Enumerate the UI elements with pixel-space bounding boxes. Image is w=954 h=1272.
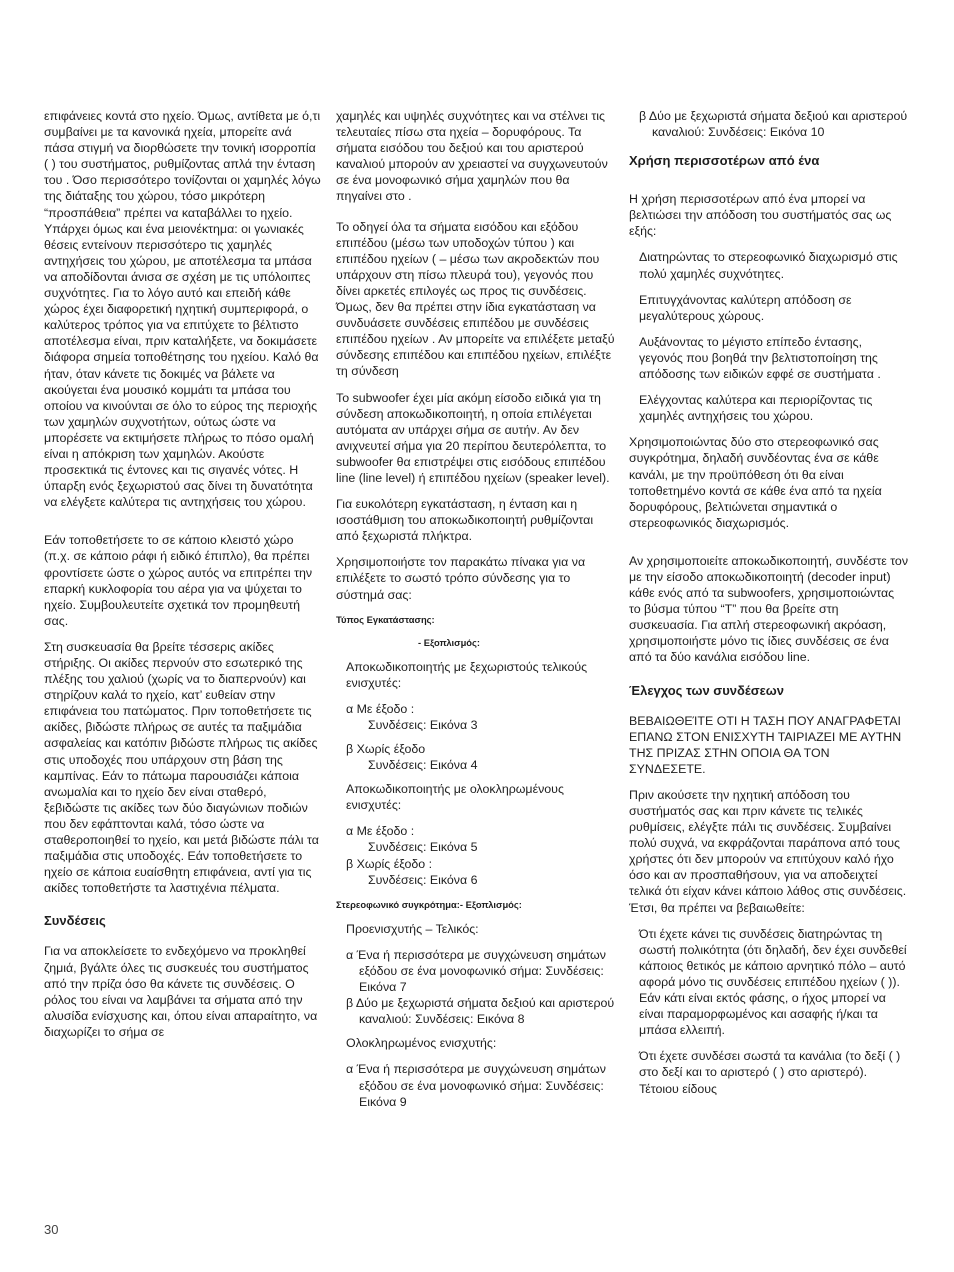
option-line: α Με έξοδο : xyxy=(346,701,415,716)
option-line: β Χωρίς έξοδο xyxy=(346,742,426,756)
option-line: β Χωρίς έξοδο : xyxy=(346,856,433,871)
paragraph: Το οδηγεί όλα τα σήματα εισόδου και εξόδου επιπέδου (μέσω των υποδοχών τύπου ) και επιπέδου ηχείων ( – μέσω των ακροδεκτών που υπάρχουν στη πίσω πλευρά του), γεγονός που δίνει αρκετές επιλογές ως προς τις συνδέσεις. Όμως, δεν θα πρέπει στην ίδια εγκατάσταση να συνδυάσετε συνδέσεις επιπέδου με συνδέσεις επιπέδου ηχείων . Αν μπορείτε να επιλέξετε μεταξύ σύνδεσης επιπέδου και επιπέδου ηχείων, επιλέξτε τη σύνδεση xyxy=(336,219,615,379)
list-item: Επιτυγχάνοντας καλύτερη απόδοση σε μεγαλύτερους χώρους. xyxy=(639,292,852,323)
list-item: α Ένα ή περισσότερα με συγχώνευση σημάτων εξόδου σε ένα μονοφωνικό σήμα: Συνδέσεις: Εικόνα 7 xyxy=(346,947,606,995)
paragraph: χαμηλές και υψηλές συχνότητες και να στέλνει τις τελευταίες πίσω στα ηχεία – δορυφόρους. Τα σήματα εισόδου του δεξιού και του αριστερού καναλιού μπορούν αν χρειαστεί να συγχωνευτούν σε ένα μονοφωνικό σήμα χαμηλών που θα πηγαίνει στο . xyxy=(336,109,608,204)
paragraph: Εάν τοποθετήσετε το σε κάποιο κλειστό χώρο (π.χ. σε κάποιο ράφι ή ειδικό έπιπλο), θα πρέπει φροντίσετε ώστε ο χώρος αυτός να επιτρέπει την επαρκή κυκλοφορία του αέρα για να ψύχεται το ηχείο. Συμβουλευτείτε σχετικά τον προμηθευτή σας. xyxy=(44,533,313,628)
list-item: β Δύο με ξεχωριστά σήματα δεξιού και αριστερού καναλιού: Συνδέσεις: Εικόνα 10 xyxy=(639,109,908,140)
list-item xyxy=(336,741,616,773)
page-number: 30 xyxy=(44,1222,59,1237)
list-item: Ελέγχοντας καλύτερα και περιορίζοντας τις χαμηλές αντηχήσεις του χώρου. xyxy=(639,393,873,424)
section-heading-check: Έλεγχος των συνδέσεων xyxy=(629,682,785,698)
list-heading: Αποκωδικοποιητής με ξεχωριστούς τελικούς ενισχυτές: xyxy=(346,659,588,690)
list-item: Ότι έχετε κάνει τις συνδέσεις διατηρώντας τη σωστή πολικότητα (ότι δηλαδή, δεν έχει συνδεθεί κάποιος θετικός με κάποιο αρνητικό πόλο – αυτό αφορά μόνο τις συνδέσεις επιπέδου ηχείων ( )). Εάν κάτι είναι εκτός φάσης, ο ήχος μπορεί να είναι παραμορφωμένος και ασαφής ή/και τα μπάσα ελλειπή. xyxy=(639,926,907,1038)
connection-ref: Συνδέσεις: Εικόνα 4 xyxy=(368,758,478,773)
list-item xyxy=(336,823,616,887)
list-item: α Ένα ή περισσότερα με συγχώνευση σημάτων εξόδου σε ένα μονοφωνικό σήμα: Συνδέσεις: Εικόνα 9 xyxy=(346,1062,606,1109)
list-item: Ότι έχετε συνδέσει σωστά τα κανάλια (το δεξί ( ) στο δεξί και το αριστερό ( ) στο αριστερό). Τέτοιου είδους xyxy=(639,1049,901,1096)
paragraph: Η χρήση περισσοτέρων από ένα μπορεί να βελτιώσει την απόδοση του συστήματός σας ως εξής: xyxy=(629,192,892,239)
section-heading-multiple: Χρήση περισσοτέρων από ένα xyxy=(629,153,820,169)
table-label-stereo: Στερεοφωνικό συγκρότημα:- Εξοπλισμός: xyxy=(336,898,522,910)
paragraph: Το subwoofer έχει μία ακόμη είσοδο ειδικά για τη σύνδεση αποκωδικοποιητή, η οποία επιλέγεται αυτόματα αν υπάρχει σήμα σε αυτήν. Αν δεν ανιχνευτεί σήμα για 20 περίπου δευτερόλεπτα, το subwoofer θα επιστρέψει στις εισόδους επιπέδου line (line level) ή επιπέδου ηχείων (speaker level). xyxy=(336,390,610,485)
list-item: Διατηρώντας το στερεοφωνικό διαχωρισμό στις πολύ χαμηλές συχνότητες. xyxy=(639,250,898,281)
paragraph: Χρησιμοποιώντας δύο στο στερεοφωνικό σας συγκρότημα, δηλαδή συνδέοντας ένα σε κάθε κανάλι, με την προϋπόθεση ότι θα είναι τοποθετημένο κοντά σε κάθε ένα από τα ηχεία δορυφόρους, βελτιώνεται σημαντικά ο στερεοφωνικός διαχωρισμός. xyxy=(629,435,882,530)
connection-ref: Συνδέσεις: Εικόνα 5 xyxy=(368,840,478,855)
paragraph: Στη συσκευασία θα βρείτε τέσσερις ακίδες στήριξης. Οι ακίδες περνούν στο εσωτερικό της πλέξης του χαλιού (χωρίς να το διαπερνούν) και στηρίζουν καλά το ηχείο, κατ’ ευθείαν στην επιφάνεια του πατώματος. Πριν τοποθετήσετε τις ακίδες, βιδώστε πλήρως σε αυτές τα παξιμάδια ασφαλείας και κατόπιν βιδώστε πλήρως τις ακίδες στις υποδοχές που υπάρχουν στη βάση της καμπίνας. Εάν το πάτωμα παρουσιάζει κάποια ανωμαλία και το ηχείο δεν είναι σταθερό, ξεβιδώστε τις ακίδες των δύο διαγώνιων ποδιών που δεν εφάπτονται καλά, τόσο ώστε να σταθεροποιηθεί το ηχείο, και μετά βιδώστε πάλι τα παξιμάδια στις υποδοχές. Εάν τοποθετήσετε το ηχείο σε κάποια ευαίσθητη επιφάνεια, αντί για τις ακίδες τοποθετήστε τα λαστιχένια πέλματα. xyxy=(44,639,319,896)
paragraph: Πριν ακούσετε την ηχητική απόδοση του συστήματός σας και πριν κάνετε τις τελικές ρυθμίσεις, ελέγξτε πάλι τις συνδέσεις. Συμβαίνει πολύ συχνά, να εκφράζονται παράπονα από τους χρήστες ότι δεν μπορούν να επιτύχουν καλό ήχο όσο και αν προσπαθήσουν, για να αποδειχτεί τελικά ότι είχαν κάνει κάποιο λάθος στις συνδέσεις. Έτσι, θα πρέπει να βεβαιωθείτε: xyxy=(629,787,907,915)
section-heading-connections: Συνδέσεις xyxy=(44,913,106,929)
column-right xyxy=(629,108,909,1107)
paragraph: Αν χρησιμοποιείτε αποκωδικοποιητή, συνδέστε τον με την είσοδο αποκωδικοποιητή (decoder input) κάθε ενός από τα subwoofers, χρησιμοποιώντας το βύσμα τύπου “T” που θα βρείτε στη συσκευασία. Για απλή στερεοφωνική ακρόαση, χρησιμοποιήστε μόνο τις ίδιες συνδέσεις σε ένα από τα δύο κανάλια εισόδου line. xyxy=(629,553,909,665)
paragraph: Χρησιμοποιήστε τον παρακάτω πίνακα για να επιλέξετε το σωστό τρόπο σύνδεσης για το σύστημά σας: xyxy=(336,555,586,602)
list-heading: Ολοκληρωμένος ενισχυτής: xyxy=(346,1036,497,1051)
list-heading: Αποκωδικοποιητής με ολοκληρωμένους ενισχυτές: xyxy=(346,782,564,813)
option-line: α Με έξοδο : xyxy=(346,824,415,839)
connection-ref: Συνδέσεις: Εικόνα 6 xyxy=(368,872,478,887)
warning-text: ΒΕΒΑΙΩΘΕΊΤΕ ΟΤΙ Η ΤΑΣΗ ΠΟΥ ΑΝΑΓΡΑΦΕΤΑΙ ΕΠΑΝΩ ΣΤΟΝ ΕΝΙΣΧΥΤΗ ΤΑΙΡΙΑΖΕΙ ΜΕ ΑΥΤΗΝ ΤΗΣ ΠΡΙΖΑΣ ΣΤΗΝ ΟΠΟΙΑ ΘΑ ΤΟΝ ΣΥΝΔΕΣΕΤΕ. xyxy=(629,713,902,776)
table-label-equipment: - Εξοπλισμός: xyxy=(418,636,481,648)
table-label-install-type: Τύπος Εγκατάστασης: xyxy=(336,613,435,625)
list-item: β Δύο με ξεχωριστά σήματα δεξιού και αριστερού καναλιού: Συνδέσεις: Εικόνα 8 xyxy=(346,996,615,1027)
paragraph: επιφάνειες κοντά στο ηχείο. Όμως, αντίθετα με ό,τι συμβαίνει με τα κανονικά ηχεία, μπορείτε ανά πάσα στιγμή να διορθώσετε την τονική ισορροπία ( ) του συστήματος, ρυθμίζοντας απλά την ένταση του . Όσο περισσότερο τονίζονται οι χαμηλές λόγω της διάταξης του χώρου, τόσο μικρότερη “προσπάθεια” πρέπει να καταβάλλει το ηχείο. Υπάρχει όμως και ένα μειονέκτημα: οι γωνιακές θέσεις εντείνουν περισσότερο τις χαμηλές αντηχήσεις του χώρου, με αποτέλεσμα τα μπάσα να αποδίδονται άνισα σε σχέση με τις υπόλοιπες συχνότητες. Για το λόγο αυτό και επειδή κάθε χώρος έχει διαφορετική ηχητική συμπεριφορά, ο καλύτερος τρόπος για να επιτύχετε το βέλτιστο αποτέλεσμα είναι, πριν καταλήξετε, να δοκιμάσετε διάφορα σημεία τοποθέτησης του ηχείου. Καλό θα ήταν, όταν κάνετε τις δοκιμές να βάλετε να ακούγεται ένα μουσικό κομμάτι τα μπάσα του οποίου να κινούνται σε όλο το εύρος της περιοχής των χαμηλών συχνοτήτων, ούτως ώστε να μπορέσετε να εκτιμήσετε πλήρως το πόσο ομαλή είναι η απόκριση των χαμηλών. Ακούστε προσεκτικά τις έντονες και τις σιγανές νότες. Η ύπαρξη ενός ξεχωριστού σας δίνει τη δυνατότητα να ελέγξετε καλύτερα τις αντηχήσεις του χώρου. xyxy=(44,109,321,510)
list-item: Αυξάνοντας το μέγιστο επίπεδο έντασης, γεγονός που βοηθά την βελτιστοποίηση της απόδοσης των ειδικών εφφέ σε συστήματα . xyxy=(639,334,881,382)
connection-ref: Συνδέσεις: Εικόνα 3 xyxy=(368,717,478,732)
list-heading: Προενισχυτής – Τελικός: xyxy=(346,921,479,936)
paragraph: Για ευκολότερη εγκατάσταση, η ένταση και η ισοστάθμιση του αποκωδικοποιητή ρυθμίζονται από ξεχωριστά πλήκτρα. xyxy=(336,497,594,544)
column-middle xyxy=(336,108,616,1110)
list-item xyxy=(336,701,616,733)
paragraph: Για να αποκλείσετε το ενδεχόμενο να προκληθεί ζημιά, βγάλτε όλες τις συσκευές του συστήματος από την πρίζα όσο θα κάνετε τις συνδέσεις. Ο ρόλος του είναι να λαμβάνει τα σήματα από την αλυσίδα ενίσχυσης και, όπου είναι απαραίτητο, να διαχωρίζει το σήμα σε xyxy=(44,944,318,1039)
column-left xyxy=(44,108,322,1050)
